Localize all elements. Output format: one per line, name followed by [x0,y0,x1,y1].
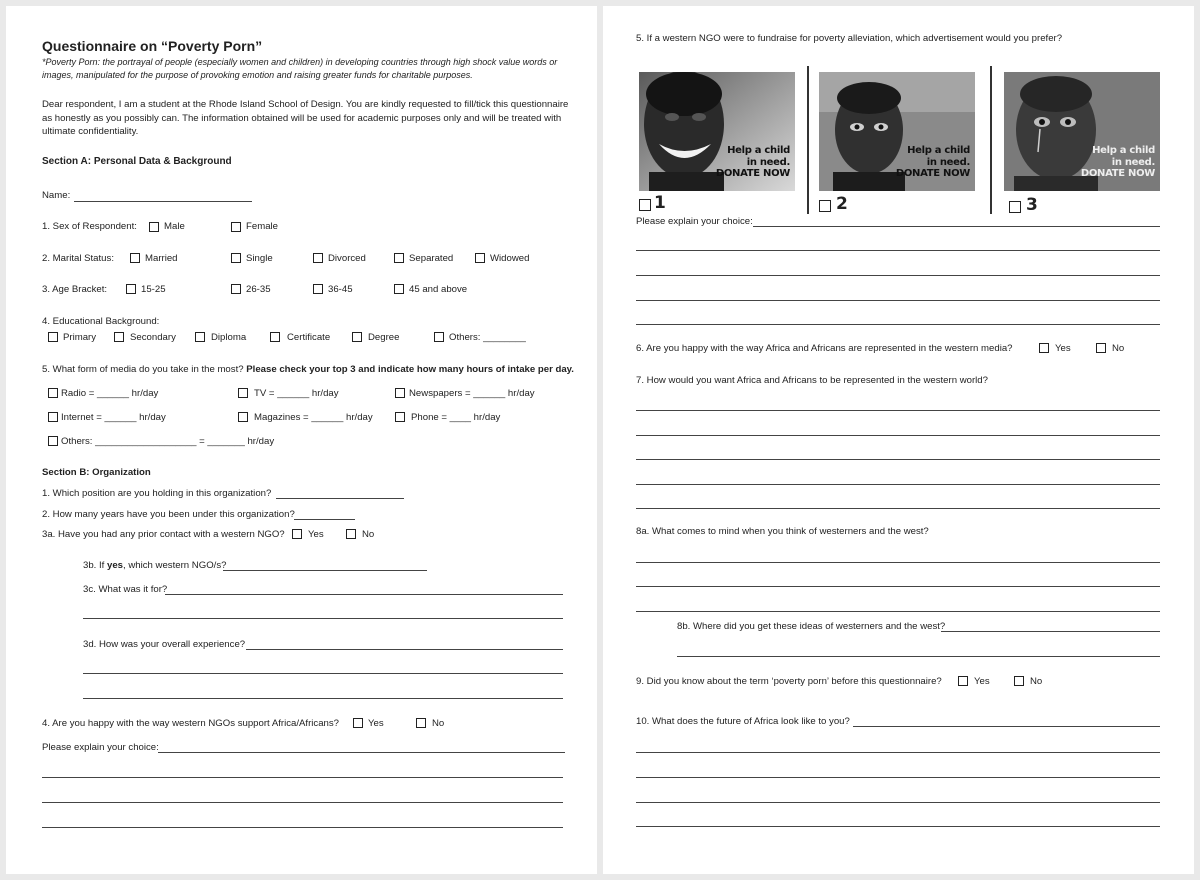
divorced-option-label: Divorced [328,253,366,264]
age-45-above-label: 45 and above [409,284,468,295]
ngo-support-yes-label: Yes [368,718,384,729]
name-field[interactable] [74,201,252,202]
age-bracket-label: 3. Age Bracket: [42,284,108,295]
age-26-35-checkbox[interactable] [231,284,241,294]
ad-explain-field-5[interactable] [636,324,1160,325]
ngo-support-explain-field-4[interactable] [42,827,563,828]
diploma-checkbox[interactable] [195,332,205,342]
secondary-checkbox[interactable] [114,332,124,342]
degree-label: Degree [368,332,400,343]
desired-representation-field-5[interactable] [636,508,1160,509]
future-field-2[interactable] [636,752,1160,753]
ad-1-line-2: in need. [746,156,790,168]
married-checkbox[interactable] [130,253,140,263]
ngo-support-explain-field-3[interactable] [42,802,563,803]
single-checkbox[interactable] [231,253,241,263]
future-field-1[interactable] [853,726,1160,727]
ngo-support-question: 4. Are you happy with the way western NGOs support Africa/Africans? [42,718,340,729]
experience-field-1[interactable] [246,649,563,650]
name-label: Name: [42,190,71,201]
age-36-45-checkbox[interactable] [313,284,323,294]
experience-field-2[interactable] [83,673,563,674]
newspapers-hours-field[interactable]: Newspapers = ______ hr/day [409,388,535,399]
phone-hours-field[interactable]: Phone = ____ hr/day [411,412,501,423]
media-representation-no-label: No [1112,343,1125,354]
westerners-field-3[interactable] [636,611,1160,612]
married-option-label: Married [145,253,178,264]
advertisement-image-1 [639,72,795,191]
ad-2-caption [896,145,970,180]
sex-label: 1. Sex of Respondent: [42,221,137,232]
ad-2-checkbox[interactable] [819,200,831,212]
ngo-support-explain-field-1[interactable] [158,752,565,753]
advertisement-question: 5. If a western NGO were to fundraise for poverty alleviation, which advertisement would you prefer? [636,33,1063,44]
questionnaire-page-right [603,6,1194,874]
future-field-4[interactable] [636,802,1160,803]
section-a-heading: Section A: Personal Data & Background [42,156,232,167]
ad-3-checkbox[interactable] [1009,201,1021,213]
ngo-contact-yes-label: Yes [308,529,324,540]
phone-checkbox[interactable] [395,412,405,422]
page-title: Questionnaire on “Poverty Porn” [42,38,263,54]
ad-divider-2 [990,66,992,214]
widowed-option-label: Widowed [490,253,530,264]
media-representation-yes-checkbox[interactable] [1039,343,1049,353]
westerners-field-2[interactable] [636,586,1160,587]
age-15-25-label: 15-25 [141,284,166,295]
female-option-label: Female [246,221,278,232]
what-for-question: 3c. What was it for? [83,584,168,595]
radio-hours-field[interactable]: Radio = ______ hr/day [61,388,159,399]
ad-explain-label: Please explain your choice: [636,216,753,227]
degree-checkbox[interactable] [352,332,362,342]
ad-1-line-3: DONATE NOW [715,168,790,179]
experience-question: 3d. How was your overall experience? [83,639,246,650]
media-question [42,364,574,376]
magazines-checkbox[interactable] [238,412,248,422]
media-question-instruction: Please check your top 3 and indicate how many hours of intake per day. [246,364,574,375]
westerners-field-1[interactable] [636,562,1160,563]
internet-hours-field[interactable]: Internet = ______ hr/day [61,412,166,423]
ad-explain-field-3[interactable] [636,275,1160,276]
separated-checkbox[interactable] [394,253,404,263]
others-education-label: Others: ________ [449,332,526,343]
advertisement-image-3 [1004,72,1160,191]
education-label: 4. Educational Background: [42,316,160,327]
male-option-label: Male [164,221,185,232]
ad-1-line-1: Help a child [727,145,790,156]
ad-1-caption [716,145,790,180]
ad-3-line-2: in need. [1111,156,1155,168]
others-media-field[interactable]: Others: ___________________ = _______ hr/day [61,436,275,447]
certificate-label: Certificate [287,332,331,343]
ad-3-caption [1081,145,1155,180]
age-45-above-checkbox[interactable] [394,284,404,294]
term-awareness-yes-label: Yes [974,676,990,687]
ad-1-checkbox[interactable] [639,199,651,211]
section-b-heading: Section B: Organization [42,467,151,478]
ad-explain-field-4[interactable] [636,300,1160,301]
single-option-label: Single [246,253,273,264]
magazines-hours-field[interactable]: Magazines = ______ hr/day [254,412,373,423]
ad-3-number: 3 [1026,195,1038,215]
westerners-question: 8a. What comes to mind when you think of westerners and the west? [636,526,929,537]
radio-checkbox[interactable] [48,388,58,398]
others-education-checkbox[interactable] [434,332,444,342]
ngo-support-no-checkbox[interactable] [416,718,426,728]
ngo-support-yes-checkbox[interactable] [353,718,363,728]
ad-explain-field-1[interactable] [753,226,1160,227]
desired-representation-field-2[interactable] [636,435,1160,436]
marital-status-label: 2. Marital Status: [42,253,114,264]
term-awareness-no-checkbox[interactable] [1014,676,1024,686]
media-representation-yes-label: Yes [1055,343,1071,354]
primary-checkbox[interactable] [48,332,58,342]
ad-2-number: 2 [836,194,848,214]
primary-label: Primary [63,332,97,343]
age-26-35-label: 26-35 [246,284,271,295]
ngo-contact-yes-checkbox[interactable] [292,529,302,539]
ad-3-line-1: Help a child [1092,145,1155,156]
term-awareness-no-label: No [1030,676,1043,687]
desired-representation-question: 7. How would you want Africa and Africans to be represented in the western world? [636,375,988,386]
position-field[interactable] [276,498,404,499]
future-field-3[interactable] [636,777,1160,778]
term-awareness-question: 9. Did you know about the term ‘poverty porn’ before this questionnaire? [636,676,942,687]
ad-explain-field-2[interactable] [636,250,1160,251]
which-ngo-question [83,560,226,572]
years-question: 2. How many years have you been under this organization? [42,509,295,520]
ideas-source-field-2[interactable] [677,656,1160,657]
ngo-support-explain-label: Please explain your choice: [42,742,159,753]
tv-hours-field[interactable]: TV = ______ hr/day [254,388,339,399]
ad-divider-1 [807,66,809,214]
media-representation-no-checkbox[interactable] [1096,343,1106,353]
ngo-contact-question: 3a. Have you had any prior contact with a western NGO? [42,529,285,540]
what-for-field-1[interactable] [165,594,563,595]
age-15-25-checkbox[interactable] [126,284,136,294]
which-ngo-suffix: , which western NGO/s? [123,560,227,571]
ad-2-line-2: in need. [926,156,970,168]
newspapers-checkbox[interactable] [395,388,405,398]
future-question: 10. What does the future of Africa look like to you? [636,716,850,727]
position-question: 1. Which position are you holding in this organization? [42,488,272,499]
widowed-checkbox[interactable] [475,253,485,263]
certificate-checkbox[interactable] [270,332,280,342]
others-media-checkbox[interactable] [48,436,58,446]
ngo-support-no-label: No [432,718,445,729]
internet-checkbox[interactable] [48,412,58,422]
experience-field-3[interactable] [83,698,563,699]
age-36-45-label: 36-45 [328,284,353,295]
ngo-contact-no-checkbox[interactable] [346,529,356,539]
secondary-label: Secondary [130,332,176,343]
divorced-checkbox[interactable] [313,253,323,263]
questionnaire-page-left [6,6,597,874]
ad-3-line-3: DONATE NOW [1080,168,1155,179]
media-question-text: 5. What form of media do you take in the most? [42,364,244,375]
diploma-label: Diploma [211,332,247,343]
which-ngo-prefix: 3b. If [83,560,107,571]
which-ngo-yes: yes [107,560,124,571]
ideas-source-question: 8b. Where did you get these ideas of westerners and the west? [677,621,946,632]
ad-1-number: 1 [654,193,666,213]
years-field[interactable] [294,519,355,520]
male-checkbox[interactable] [149,222,159,232]
intro-paragraph: Dear respondent, I am a student at the Rhode Island School of Design. You are kindly requested to fill/tick this questionnaire as honestly as you possibly can. The information obtained will be used for academic purposes only and will be treated with ultimate confidentiality. [42,99,569,137]
desired-representation-field-1[interactable] [636,410,1160,411]
ad-2-line-3: DONATE NOW [895,168,970,179]
media-representation-question: 6. Are you happy with the way Africa and Africans are represented in the western media? [636,343,1013,354]
ngo-contact-no-label: No [362,529,375,540]
ad-2-line-1: Help a child [907,145,970,156]
advertisement-image-2 [819,72,975,191]
desired-representation-field-3[interactable] [636,459,1160,460]
future-field-5[interactable] [636,826,1160,827]
definition-text: *Poverty Porn: the portrayal of people (especially women and children) in developing countries through high shock value words or images, manipulated for the purpose of provoking emotion and raising greater funds for charitable purposes. [42,57,558,80]
desired-representation-field-4[interactable] [636,484,1160,485]
female-checkbox[interactable] [231,222,241,232]
what-for-field-2[interactable] [83,618,563,619]
tv-checkbox[interactable] [238,388,248,398]
separated-option-label: Separated [409,253,454,264]
ngo-support-explain-field-2[interactable] [42,777,563,778]
which-ngo-field[interactable] [223,570,427,571]
term-awareness-yes-checkbox[interactable] [958,676,968,686]
ideas-source-field-1[interactable] [941,631,1160,632]
